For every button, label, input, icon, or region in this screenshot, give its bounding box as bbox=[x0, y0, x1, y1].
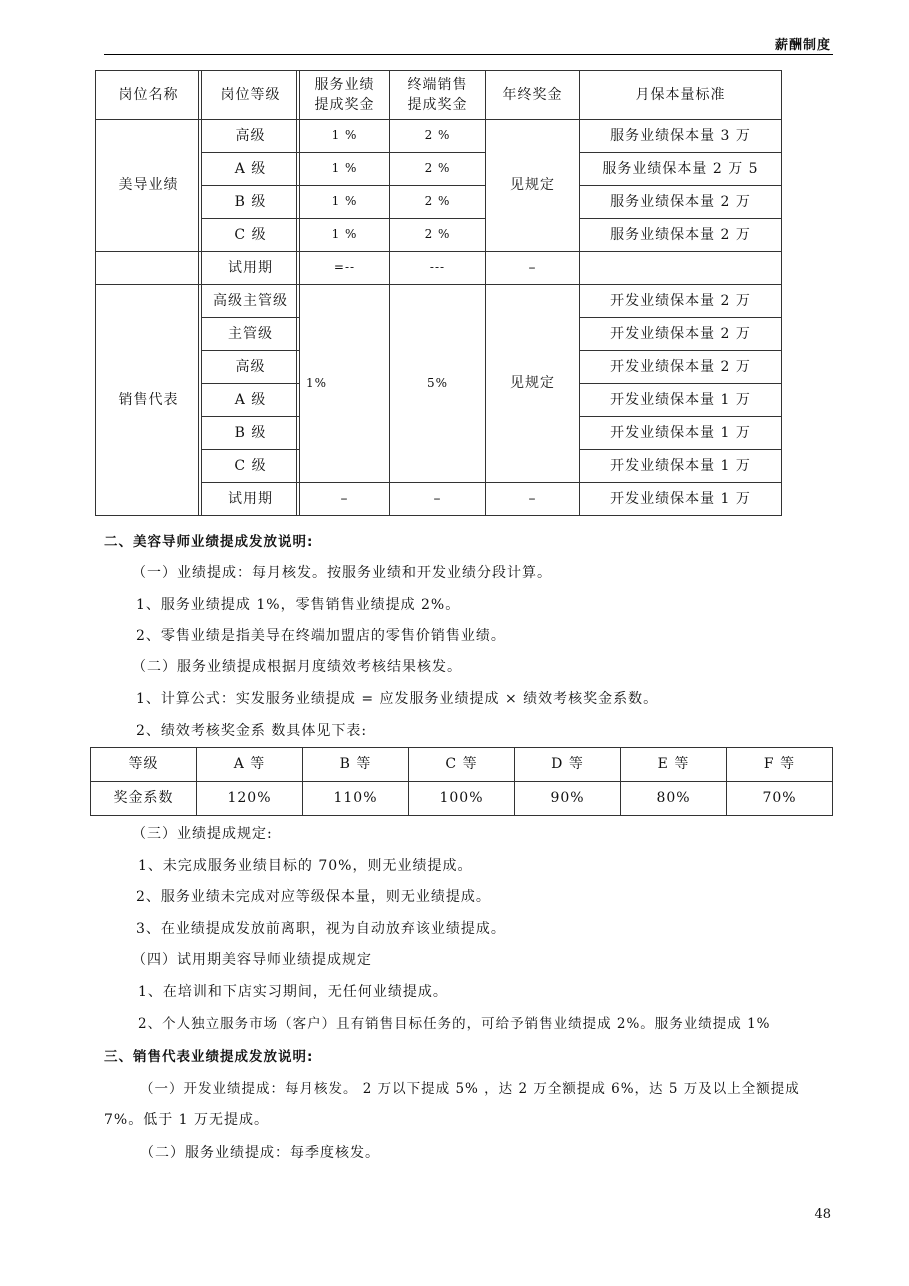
level-cell: 高级 bbox=[202, 351, 300, 384]
level-cell: 高级 bbox=[202, 120, 300, 153]
group-name: 销售代表 bbox=[96, 285, 202, 516]
col-year-end-bonus: 年终奖金 bbox=[486, 71, 580, 120]
col-terminal-commission: 终端销售 提成奖金 bbox=[390, 71, 486, 120]
standard-cell: 开发业绩保本量 1 万 bbox=[580, 483, 782, 516]
paragraph: （二）服务业绩提成：每季度核发。 bbox=[140, 1145, 380, 1161]
coefficient-cell: 80% bbox=[621, 782, 727, 816]
year-end-cell: 见规定 bbox=[486, 120, 580, 252]
service-cell: 1 % bbox=[300, 120, 390, 153]
section-3-title: 三、销售代表业绩提成发放说明: bbox=[104, 1049, 314, 1065]
group-name-empty bbox=[96, 252, 202, 285]
paragraph: 7%。低于 1 万无提成。 bbox=[104, 1112, 270, 1128]
grade-cell: A 等 bbox=[197, 748, 303, 782]
table-row bbox=[96, 120, 782, 153]
grade-cell: E 等 bbox=[621, 748, 727, 782]
standard-cell: 服务业绩保本量 2 万 5 bbox=[580, 153, 782, 186]
paragraph: （一）业绩提成：每月核发。按服务业绩和开发业绩分段计算。 bbox=[132, 565, 552, 581]
coefficient-cell: 70% bbox=[727, 782, 833, 816]
service-cell: =-- bbox=[300, 252, 390, 285]
service-cell: 1 % bbox=[300, 186, 390, 219]
paragraph: 2、零售业绩是指美导在终端加盟店的零售价销售业绩。 bbox=[136, 628, 506, 644]
col-service-commission: 服务业绩 提成奖金 bbox=[300, 71, 390, 120]
service-cell: 1 % bbox=[300, 219, 390, 252]
level-cell: A 级 bbox=[202, 153, 300, 186]
paragraph: 2、绩效考核奖金系 数具体见下表: bbox=[136, 723, 368, 739]
paragraph: （二）服务业绩提成根据月度绩效考核结果核发。 bbox=[132, 659, 462, 675]
level-cell: C 级 bbox=[202, 450, 300, 483]
level-cell: B 级 bbox=[202, 417, 300, 450]
salary-standard-table bbox=[95, 70, 782, 516]
table-header-row bbox=[96, 71, 782, 120]
terminal-cell: 2 % bbox=[390, 120, 486, 153]
paragraph: 1、未完成服务业绩目标的 70%，则无业绩提成。 bbox=[138, 858, 473, 874]
level-cell: 主管级 bbox=[202, 318, 300, 351]
standard-cell: 开发业绩保本量 2 万 bbox=[580, 285, 782, 318]
table-row bbox=[91, 782, 833, 816]
terminal-cell: 2 % bbox=[390, 153, 486, 186]
level-cell: 试用期 bbox=[202, 252, 300, 285]
section-2-title: 二、美容导师业绩提成发放说明: bbox=[104, 534, 314, 550]
paragraph: （一）开发业绩提成：每月核发。 2 万以下提成 5% ，达 2 万全额提成 6%，达 5 万及以上全额提成 bbox=[140, 1081, 800, 1097]
grade-label: 等级 bbox=[91, 748, 197, 782]
page-number: 48 bbox=[814, 1207, 831, 1222]
service-cell: 1 % bbox=[300, 153, 390, 186]
group-name: 美导业绩 bbox=[96, 120, 202, 252]
grade-cell: C 等 bbox=[409, 748, 515, 782]
standard-cell: 开发业绩保本量 1 万 bbox=[580, 450, 782, 483]
terminal-cell: 5% bbox=[390, 285, 486, 483]
paragraph: 1、计算公式：实发服务业绩提成 = 应发服务业绩提成 × 绩效考核奖金系数。 bbox=[136, 691, 659, 707]
level-cell: A 级 bbox=[202, 384, 300, 417]
grade-cell: F 等 bbox=[727, 748, 833, 782]
standard-cell: 服务业绩保本量 2 万 bbox=[580, 186, 782, 219]
standard-cell: 开发业绩保本量 2 万 bbox=[580, 351, 782, 384]
paragraph: （三）业绩提成规定: bbox=[132, 826, 273, 842]
grade-cell: B 等 bbox=[303, 748, 409, 782]
coefficient-cell: 90% bbox=[515, 782, 621, 816]
paragraph: 2、个人独立服务市场（客户）且有销售目标任务的，可给予销售业绩提成 2%。服务业绩提成 1% bbox=[138, 1016, 771, 1032]
standard-cell: 开发业绩保本量 1 万 bbox=[580, 384, 782, 417]
terminal-cell: – bbox=[390, 483, 486, 516]
paragraph: 3、在业绩提成发放前离职，视为自动放弃该业绩提成。 bbox=[136, 921, 506, 937]
terminal-cell: --- bbox=[390, 252, 486, 285]
table-row bbox=[96, 252, 782, 285]
paragraph: 1、服务业绩提成 1%，零售销售业绩提成 2%。 bbox=[136, 597, 461, 613]
col-monthly-standard: 月保本量标准 bbox=[580, 71, 782, 120]
level-cell: 试用期 bbox=[202, 483, 300, 516]
standard-cell: 服务业绩保本量 3 万 bbox=[580, 120, 782, 153]
terminal-cell: 2 % bbox=[390, 186, 486, 219]
standard-cell: 开发业绩保本量 2 万 bbox=[580, 318, 782, 351]
header-title: 薪酬制度 bbox=[774, 38, 831, 53]
level-cell: C 级 bbox=[202, 219, 300, 252]
grade-cell: D 等 bbox=[515, 748, 621, 782]
coefficient-cell: 120% bbox=[197, 782, 303, 816]
standard-cell: 服务业绩保本量 2 万 bbox=[580, 219, 782, 252]
standard-cell: 开发业绩保本量 1 万 bbox=[580, 417, 782, 450]
standard-cell bbox=[580, 252, 782, 285]
level-cell: B 级 bbox=[202, 186, 300, 219]
table-row bbox=[96, 285, 782, 318]
service-cell: – bbox=[300, 483, 390, 516]
coefficient-cell: 100% bbox=[409, 782, 515, 816]
year-end-cell: 见规定 bbox=[486, 285, 580, 483]
coefficient-label: 奖金系数 bbox=[91, 782, 197, 816]
header-rule bbox=[104, 54, 833, 55]
service-cell: 1% bbox=[300, 285, 390, 483]
paragraph: （四）试用期美容导师业绩提成规定 bbox=[132, 952, 372, 968]
bonus-coefficient-table bbox=[90, 747, 833, 816]
year-end-cell: – bbox=[486, 252, 580, 285]
col-position-level: 岗位等级 bbox=[202, 71, 300, 120]
year-end-cell: – bbox=[486, 483, 580, 516]
table-row bbox=[91, 748, 833, 782]
paragraph: 2、服务业绩未完成对应等级保本量，则无业绩提成。 bbox=[136, 889, 491, 905]
terminal-cell: 2 % bbox=[390, 219, 486, 252]
level-cell: 高级主管级 bbox=[202, 285, 300, 318]
coefficient-cell: 110% bbox=[303, 782, 409, 816]
paragraph: 1、在培训和下店实习期间，无任何业绩提成。 bbox=[138, 984, 448, 1000]
col-position-name: 岗位名称 bbox=[96, 71, 202, 120]
